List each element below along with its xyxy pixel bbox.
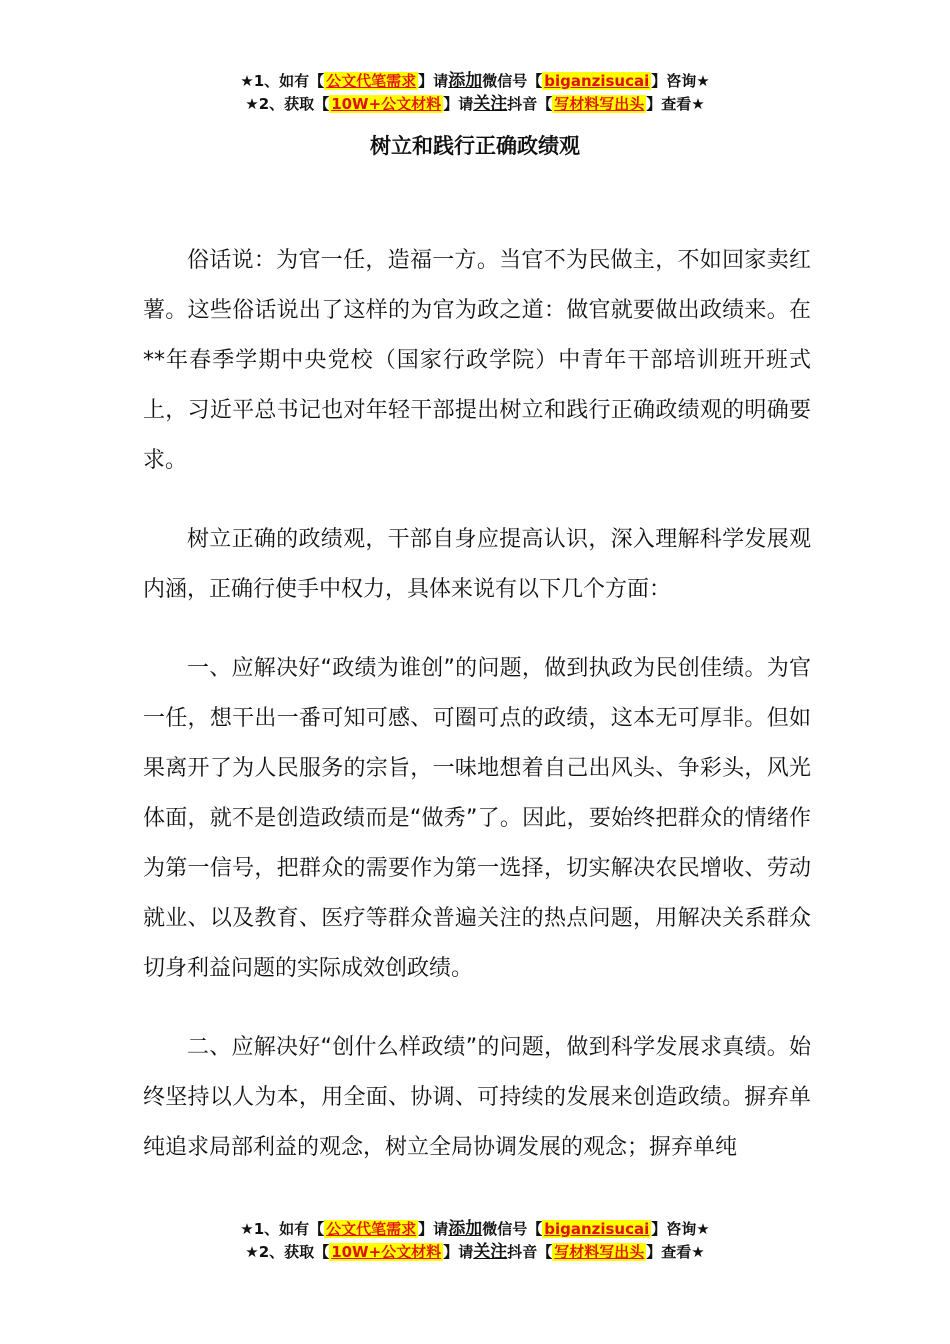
banner-text: ★1、如有【	[240, 1220, 325, 1238]
banner-highlight: 公文代笔需求	[326, 1220, 417, 1238]
paragraph: 树立正确的政绩观，干部自身应提高认识，深入理解科学发展观内涵，正确行使手中权力，具体来说有以下几个方面：	[143, 527, 811, 602]
banner-text: 】咨询★	[651, 1220, 710, 1238]
banner-text: 抖音【	[507, 95, 553, 113]
banner-text: 】请	[418, 72, 449, 90]
document-title: 树立和践行正确政绩观	[370, 134, 580, 158]
banner-underline: 关注	[473, 94, 508, 114]
banner-text: 】请	[443, 95, 474, 113]
banner-text: 】咨询★	[651, 72, 710, 90]
banner-line-2	[0, 93, 950, 116]
banner-text: ★1、如有【	[240, 72, 325, 90]
banner-highlight: 写材料写出头	[554, 95, 645, 113]
banner-highlight: 10W+公文材料	[331, 95, 442, 113]
header-banner	[0, 70, 950, 116]
paragraph: 二、应解决好“创什么样政绩”的问题，做到科学发展求真绩。始终坚持以人为本，用全面、协调、可持续的发展来创造政绩。摒弃单纯追求局部利益的观念，树立全局协调发展的观念；摒弃单纯	[143, 1035, 811, 1160]
banner-text: 】查看★	[646, 95, 705, 113]
paragraph: 俗话说：为官一任，造福一方。当官不为民做主，不如回家卖红薯。这些俗话说出了这样的为官为政之道：做官就要做出政绩来。在**年春季学期中央党校（国家行政学院）中青年干部培训班开班式上，习近平总书记也对年轻干部提出树立和践行正确政绩观的明确要求。	[143, 248, 811, 473]
banner-underline: 关注	[473, 1242, 508, 1262]
banner-text: ★2、获取【	[245, 95, 330, 113]
banner-text: ★2、获取【	[245, 1243, 330, 1261]
banner-highlight: 公文代笔需求	[326, 72, 417, 90]
banner-text: 微信号【	[482, 1220, 543, 1238]
banner-line-1	[0, 70, 950, 93]
document-body	[143, 236, 811, 1202]
banner-line-2	[0, 1241, 950, 1264]
banner-text: 】查看★	[646, 1243, 705, 1261]
banner-line-1	[0, 1218, 950, 1241]
banner-highlight: 写材料写出头	[554, 1243, 645, 1261]
footer-banner	[0, 1218, 950, 1264]
banner-text: 抖音【	[507, 1243, 553, 1261]
paragraph: 一、应解决好“政绩为谁创”的问题，做到执政为民创佳绩。为官一任，想干出一番可知可感、可圈可点的政绩，这本无可厚非。但如果离开了为人民服务的宗旨，一味地想着自己出风头、争彩头，风光体面，就不是创造政绩而是“做秀”了。因此，要始终把群众的情绪作为第一信号，把群众的需要作为第一选择，切实解决农民增收、劳动就业、以及教育、医疗等群众普遍关注的热点问题，用解决关系群众切身利益问题的实际成效创政绩。	[143, 656, 811, 981]
banner-highlight: 10W+公文材料	[331, 1243, 442, 1261]
banner-highlight: biganzisucai	[544, 1220, 650, 1238]
banner-text: 】请	[443, 1243, 474, 1261]
banner-underline: 添加	[448, 71, 483, 91]
banner-text: 微信号【	[482, 72, 543, 90]
banner-underline: 添加	[448, 1219, 483, 1239]
banner-highlight: biganzisucai	[544, 72, 650, 90]
banner-text: 】请	[418, 1220, 449, 1238]
